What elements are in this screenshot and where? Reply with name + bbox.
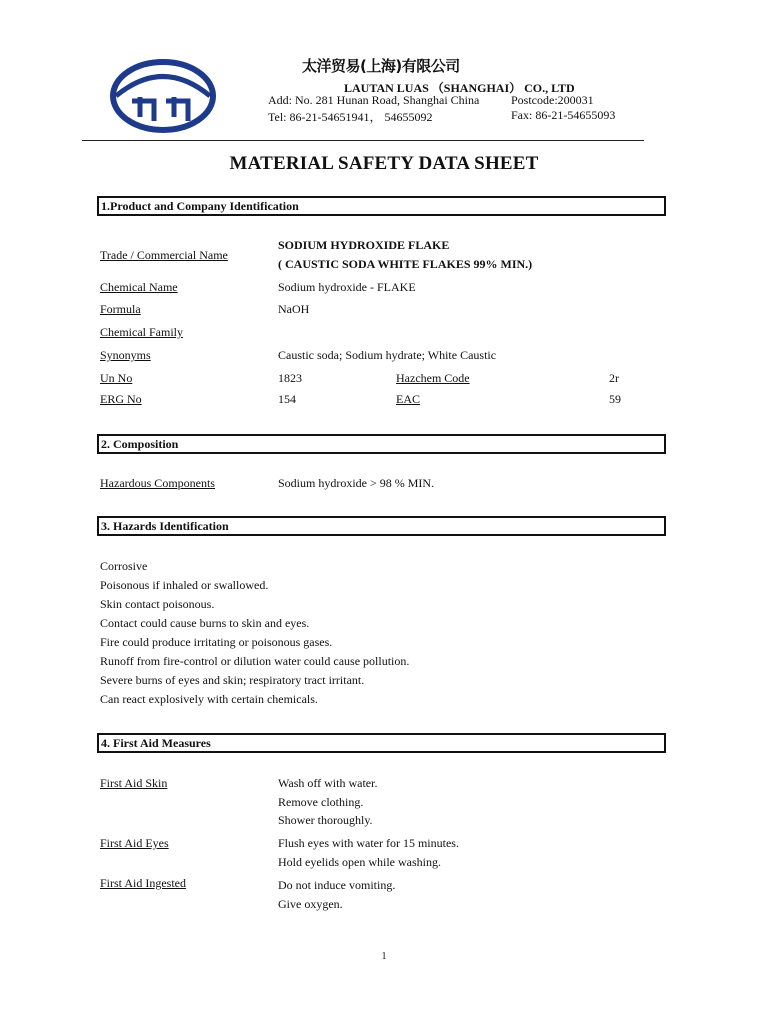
company-tel: Tel: 86-21-54651941， 54655092 (268, 110, 433, 124)
un-no-value: 1823 (278, 371, 302, 385)
first-aid-eyes-line: Flush eyes with water for 15 minutes. (278, 836, 459, 850)
first-aid-ingested-label: First Aid Ingested (100, 876, 186, 890)
synonyms-label: Synonyms (100, 348, 151, 362)
hazard-line: Runoff from fire-control or dilution water could cause pollution. (100, 654, 410, 668)
chemical-name-label: Chemical Name (100, 280, 178, 294)
company-name-english: LAUTAN LUAS （SHANGHAI） CO., LTD (344, 81, 575, 95)
hazardous-components-label: Hazardous Components (100, 476, 215, 490)
un-no-label: Un No (100, 371, 133, 385)
page-number: 1 (381, 951, 387, 962)
first-aid-eyes-line: Hold eyelids open while washing. (278, 855, 441, 869)
hazard-line: Poisonous if inhaled or swallowed. (100, 578, 269, 592)
hazard-line: Fire could produce irritating or poisonous gases. (100, 635, 333, 649)
trade-name-value-2: ( CAUSTIC SODA WHITE FLAKES 99% MIN.) (278, 257, 533, 271)
section-heading-hazards: 3. Hazards Identification (97, 516, 666, 536)
section-heading-first-aid: 4. First Aid Measures (97, 733, 666, 753)
first-aid-skin-line: Remove clothing. (278, 795, 364, 809)
eac-value: 59 (609, 392, 621, 406)
hazard-line: Severe burns of eyes and skin; respiratory tract irritant. (100, 673, 365, 687)
erg-no-value: 154 (278, 392, 296, 406)
first-aid-ingested-line: Do not induce vomiting. (278, 878, 396, 892)
chemical-name-value: Sodium hydroxide - FLAKE (278, 280, 416, 294)
company-logo (110, 59, 216, 133)
header-divider (82, 140, 644, 141)
section-heading-composition: 2. Composition (97, 434, 666, 454)
erg-no-label: ERG No (100, 392, 142, 406)
company-name-chinese: 太洋贸易(上海)有限公司 (302, 57, 460, 75)
formula-value: NaOH (278, 302, 310, 316)
company-fax: Fax: 86-21-54655093 (511, 108, 616, 122)
eac-label: EAC (396, 392, 420, 406)
first-aid-skin-line: Wash off with water. (278, 776, 378, 790)
first-aid-eyes-label: First Aid Eyes (100, 836, 169, 850)
hazchem-code-value: 2r (609, 371, 619, 385)
hazardous-components-value: Sodium hydroxide > 98 % MIN. (278, 476, 435, 490)
hazard-line: Skin contact poisonous. (100, 597, 215, 611)
section-heading-identification: 1.Product and Company Identification (97, 196, 666, 216)
first-aid-skin-line: Shower thoroughly. (278, 813, 373, 827)
hazard-line: Can react explosively with certain chemicals. (100, 692, 318, 706)
formula-label: Formula (100, 302, 141, 316)
trade-name-label: Trade / Commercial Name (100, 248, 228, 262)
synonyms-value: Caustic soda; Sodium hydrate; White Caustic (278, 348, 497, 362)
hazchem-code-label: Hazchem Code (396, 371, 470, 385)
company-address: Add: No. 281 Hunan Road, Shanghai China (268, 93, 480, 107)
chemical-family-label: Chemical Family (100, 325, 183, 339)
first-aid-ingested-line: Give oxygen. (278, 897, 343, 911)
trade-name-value: SODIUM HYDROXIDE FLAKE (278, 238, 450, 252)
document-title: MATERIAL SAFETY DATA SHEET (229, 153, 539, 174)
company-postcode: Postcode:200031 (511, 93, 594, 107)
hazard-line: Corrosive (100, 559, 148, 573)
first-aid-skin-label: First Aid Skin (100, 776, 168, 790)
hazard-line: Contact could cause burns to skin and eyes. (100, 616, 310, 630)
